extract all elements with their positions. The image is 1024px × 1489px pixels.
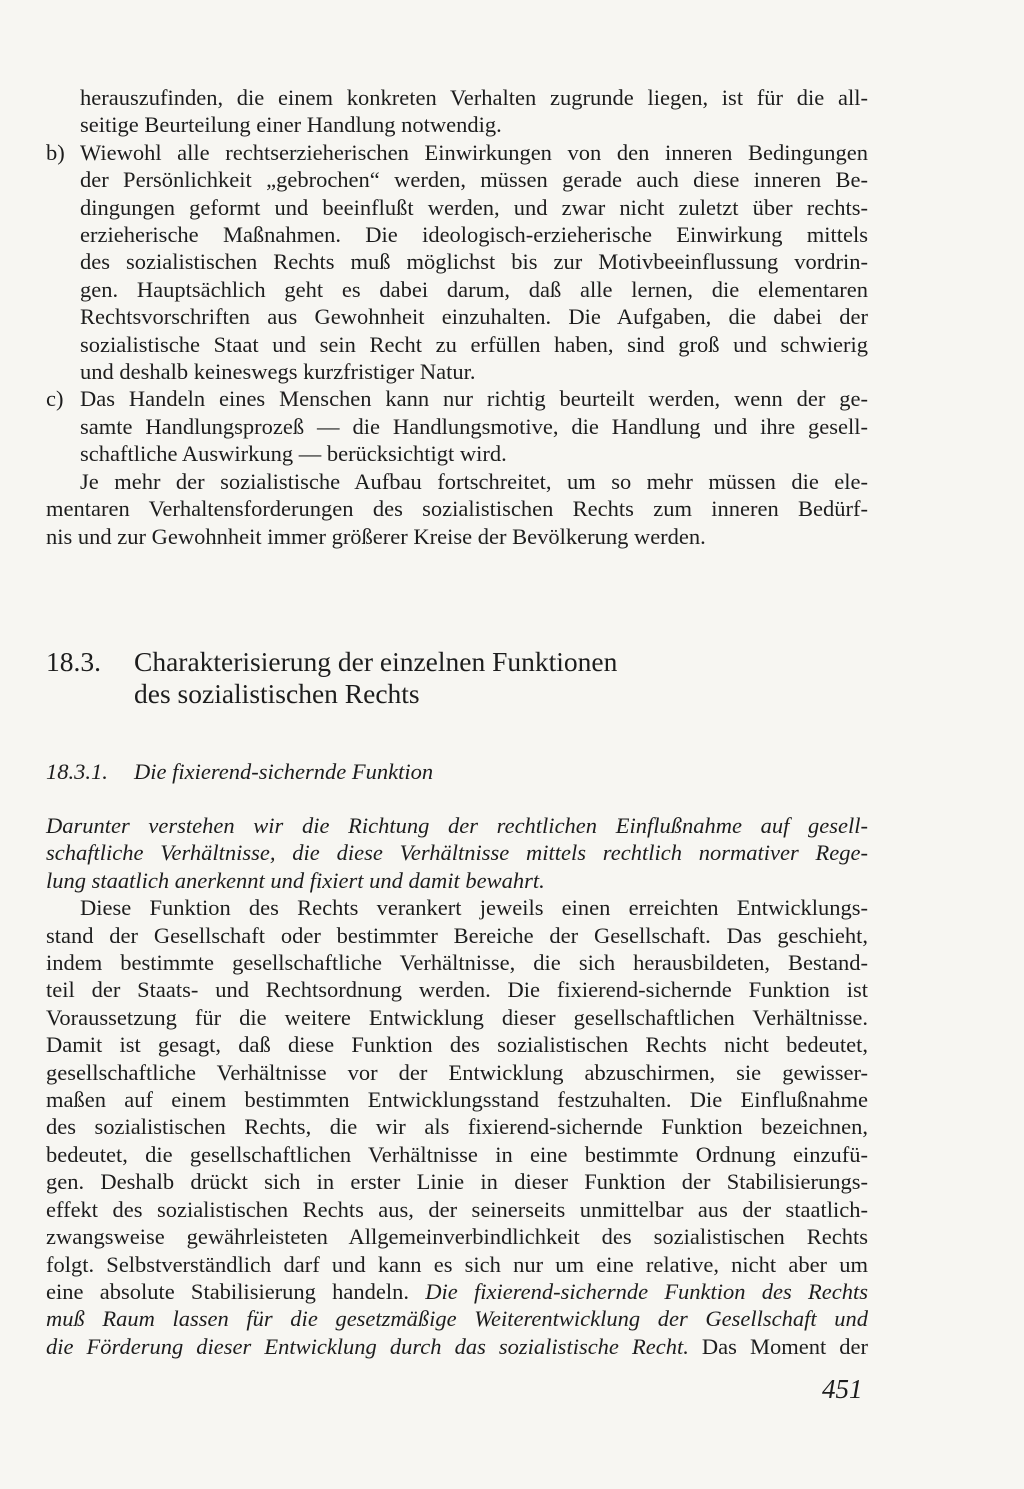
list-item-c bbox=[46, 385, 868, 467]
text-line: zwangsweise gewährleisteten Allgemeinverbindlichkeit des sozialistischen Rechts bbox=[46, 1224, 868, 1250]
text-line: teil der Staats- und Rechtsordnung werden. Die fixierend-sichernde Funktion ist bbox=[46, 977, 868, 1003]
body-text-block bbox=[46, 812, 868, 1360]
text-line: sozialistische Staat und sein Recht zu erfüllen haben, sind groß und schwierig bbox=[80, 331, 868, 357]
text-line: muß Raum lassen für die gesetzmäßige Weiterentwicklung der Gesellschaft und bbox=[46, 1306, 868, 1332]
text-line: bedeutet, die gesellschaftlichen Verhältnisse in eine bestimmte Ordnung einzufü- bbox=[46, 1141, 868, 1167]
text-line: nis und zur Gewohnheit immer größerer Kreise der Bevölkerung werden. bbox=[46, 523, 706, 549]
plain-fragment: Das Moment der bbox=[688, 1333, 869, 1359]
section-heading bbox=[46, 646, 746, 710]
list-label: b) bbox=[46, 139, 65, 165]
subsection-heading bbox=[46, 758, 646, 785]
text-line: des sozialistischen Rechts, die wir als fixierend-sichernde Funktion bezeichnen, bbox=[46, 1114, 868, 1140]
text-line: Wiewohl alle rechtserzieherischen Einwirkungen von den inneren Bedingungen bbox=[80, 139, 868, 165]
text-line: Darunter verstehen wir die Richtung der rechtlichen Einflußnahme auf gesell- bbox=[46, 813, 868, 838]
text-line: indem bestimmte gesellschaftliche Verhältnisse, die sich herausbildeten, Bestand- bbox=[46, 950, 868, 976]
text-line: schaftliche Verhältnisse, die diese Verhältnisse mittels rechtlich normativer Rege- bbox=[46, 840, 868, 866]
text-line: des sozialistischen Rechts muß möglichst bis zur Motivbeeinflussung vordrin- bbox=[80, 249, 868, 275]
subsection-title: Die fixierend-sichernde Funktion bbox=[134, 759, 434, 784]
subsection-number: 18.3.1. bbox=[46, 759, 108, 784]
body-paragraph bbox=[46, 894, 868, 1360]
page-number: 451 bbox=[822, 1374, 863, 1404]
text-line bbox=[46, 1333, 868, 1360]
text-line: mentaren Verhaltensforderungen des sozialistischen Rechts zum inneren Bedürf- bbox=[46, 496, 868, 522]
text-line: erzieherische Maßnahmen. Die ideologisch-erzieherische Einwirkung mittels bbox=[80, 222, 868, 248]
text-line: Diese Funktion des Rechts verankert jeweils einen erreichten Entwicklungs- bbox=[80, 895, 868, 921]
italic-fragment: die Förderung dieser Entwicklung durch das sozialistische Recht. bbox=[46, 1333, 689, 1359]
text-line: dingungen geformt und beeinflußt werden, und zwar nicht zuletzt über rechts- bbox=[80, 194, 868, 220]
text-line: und deshalb keineswegs kurzfristiger Natur. bbox=[80, 359, 476, 385]
text-line: gesellschaftliche Verhältnisse vor der Entwicklung abzuschirmen, sie gewisser- bbox=[46, 1059, 868, 1085]
list-item-b bbox=[46, 139, 868, 386]
list-label: c) bbox=[46, 386, 64, 412]
text-line: Das Handeln eines Menschen kann nur richtig beurteilt werden, wenn der ge- bbox=[80, 386, 868, 412]
section-title-line: des sozialistischen Rechts bbox=[134, 678, 420, 709]
text-line: seitige Beurteilung einer Handlung notwendig. bbox=[80, 112, 502, 138]
plain-fragment: eine absolute Stabilisierung handeln. bbox=[46, 1278, 426, 1304]
section-number: 18.3. bbox=[46, 646, 101, 677]
text-line: folgt. Selbstverständlich darf und kann es sich nur um eine relative, nicht aber um bbox=[46, 1251, 868, 1277]
text-line: Damit ist gesagt, daß diese Funktion des sozialistischen Rechts nicht bedeutet, bbox=[46, 1032, 868, 1058]
section-title-line: Charakterisierung der einzelnen Funktionen bbox=[134, 646, 618, 677]
italic-fragment: Die fixierend-sichernde Funktion des Rechts bbox=[425, 1278, 868, 1304]
text-line: stand der Gesellschaft oder bestimmter Bereiche der Gesellschaft. Das geschieht, bbox=[46, 922, 868, 948]
text-line: effekt des sozialistischen Rechts aus, der seinerseits unmittelbar aus der staatlich- bbox=[46, 1196, 868, 1222]
top-text-block bbox=[46, 84, 868, 550]
text-line bbox=[46, 1278, 868, 1305]
text-line: Rechtsvorschriften aus Gewohnheit einzuhalten. Die Aufgaben, die dabei der bbox=[80, 304, 868, 330]
text-line: Je mehr der sozialistische Aufbau fortschreitet, um so mehr müssen die ele- bbox=[80, 468, 868, 494]
text-line: herauszufinden, die einem konkreten Verhalten zugrunde liegen, ist für die all- bbox=[80, 85, 868, 110]
text-line: der Persönlichkeit „gebrochen“ werden, müssen gerade auch diese inneren Be- bbox=[80, 167, 868, 193]
text-line: gen. Deshalb drückt sich in erster Linie in dieser Funktion der Stabilisierungs- bbox=[46, 1169, 868, 1195]
text-line: samte Handlungsprozeß — die Handlungsmotive, die Handlung und ihre gesell- bbox=[80, 413, 868, 439]
text-line: lung staatlich anerkennt und fixiert und damit bewahrt. bbox=[46, 867, 545, 893]
text-line: maßen auf einem bestimmten Entwicklungsstand festzuhalten. Die Einflußnahme bbox=[46, 1087, 868, 1113]
text-line: schaftliche Auswirkung — berücksichtigt wird. bbox=[80, 441, 507, 467]
closing-paragraph bbox=[46, 468, 868, 550]
definition-paragraph bbox=[46, 812, 868, 894]
continuation-paragraph bbox=[46, 84, 868, 139]
text-line: gen. Hauptsächlich geht es dabei darum, daß alle lernen, die elementaren bbox=[80, 276, 868, 302]
text-line: Voraussetzung für die weitere Entwicklung dieser gesellschaftlichen Verhältnisse. bbox=[46, 1004, 868, 1030]
